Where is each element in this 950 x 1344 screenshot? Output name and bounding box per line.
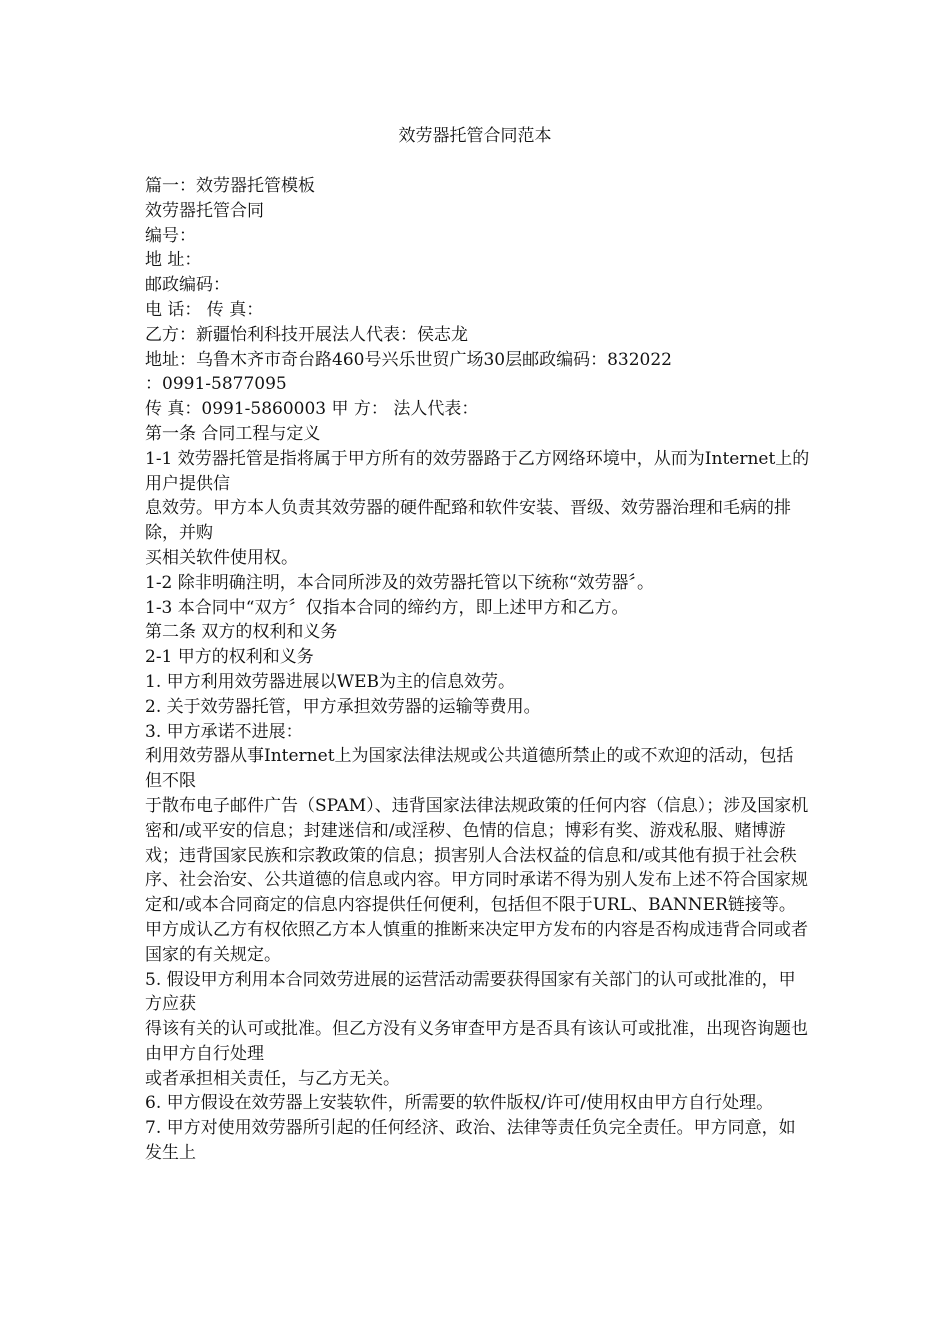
body-line: 乙方：新疆怡利科技开展法人代表：侯志龙	[145, 324, 468, 345]
body-line: 传 真：0991-5860003 甲 方： 法人代表：	[145, 399, 479, 420]
body-line: 篇一：效劳器托管模板	[145, 176, 315, 196]
body-line: 2. 关于效劳器托管，甲方承担效劳器的运输等费用。	[145, 696, 541, 717]
body-line: 于散布电子邮件广告（SPAM）、违背国家法律法规政策的任何内容（信息）；涉及国家机密和/或平安的信息；封建迷信和/或淫秽、色情的信息；博彩有奖、游戏私服、赌博游戏；违背国家民族和宗教政策的信息；损害别人合法权益的信息和/或其他有损于社会秩序、社会治安、公共道德的信息或内容。甲方同时承诺不得为别人发布上述不符合国家规定和/或本合同商定的信息内容提供任何便利，包括但不限于URL、BANNER链接等。甲方成认乙方有权依照乙方本人慎重的推断来决定甲方发布的内容是否构成违背合同或者国家的有关规定。	[145, 795, 809, 965]
body-line: 或者承担相关责任，与乙方无关。	[145, 1068, 400, 1089]
body-line: 1-3 本合同中“双方〞仅指本合同的缔约方，即上述甲方和乙方。	[145, 597, 629, 618]
body-line: 3. 甲方承诺不进展：	[145, 721, 303, 742]
body-line: 邮政编码：	[145, 275, 230, 296]
body-line: 买相关软件使用权。	[145, 547, 298, 568]
body-line: 电 话： 传 真：	[145, 299, 264, 320]
body-line: 5. 假设甲方利用本合同效劳进展的运营活动需要获得国家有关部门的认可或批准的，甲方应获	[145, 969, 796, 1015]
document-body	[145, 174, 810, 1166]
body-line: 利用效劳器从事Internet上为国家法律法规或公共道德所禁止的或不欢迎的活动，包括但不限	[145, 746, 794, 792]
body-line: 效劳器托管合同	[145, 200, 264, 221]
body-line: ：0991-5877095	[145, 374, 287, 395]
body-line: 7. 甲方对使用效劳器所引起的任何经济、政治、法律等责任负完全责任。甲方同意，如发生上	[145, 1118, 796, 1164]
body-line: 1-1 效劳器托管是指将属于甲方所有的效劳器路于乙方网络环境中，从而为Internet上的用户提供信	[145, 448, 810, 494]
body-line: 2-1 甲方的权利和义务	[145, 647, 314, 668]
body-line: 1. 甲方利用效劳器进展以WEB为主的信息效劳。	[145, 671, 515, 692]
body-line: 第一条 合同工程与定义	[145, 423, 321, 444]
body-line: 编号：	[145, 225, 196, 246]
body-line: 得该有关的认可或批准。但乙方没有义务审查甲方是否具有该认可或批准，出现咨询题也由甲方自行处理	[145, 1019, 808, 1064]
body-line: 地 址：	[145, 250, 202, 271]
body-line: 地址：乌鲁木齐市奇台路460号兴乐世贸广场30层邮政编码：832022	[145, 349, 672, 370]
body-line: 第二条 双方的权利和义务	[145, 622, 338, 643]
body-line: 1-2 除非明确注明，本合同所涉及的效劳器托管以下统称“效劳器〞。	[145, 572, 654, 593]
body-line: 6. 甲方假设在效劳器上安装软件，所需要的软件版权/许可/使用权由甲方自行处理。	[145, 1093, 774, 1114]
document-title: 效劳器托管合同范本	[398, 126, 552, 146]
body-line: 息效劳。甲方本人负责其效劳器的硬件配臵和软件安装、晋级、效劳器治理和毛病的排除，并购	[145, 498, 791, 544]
